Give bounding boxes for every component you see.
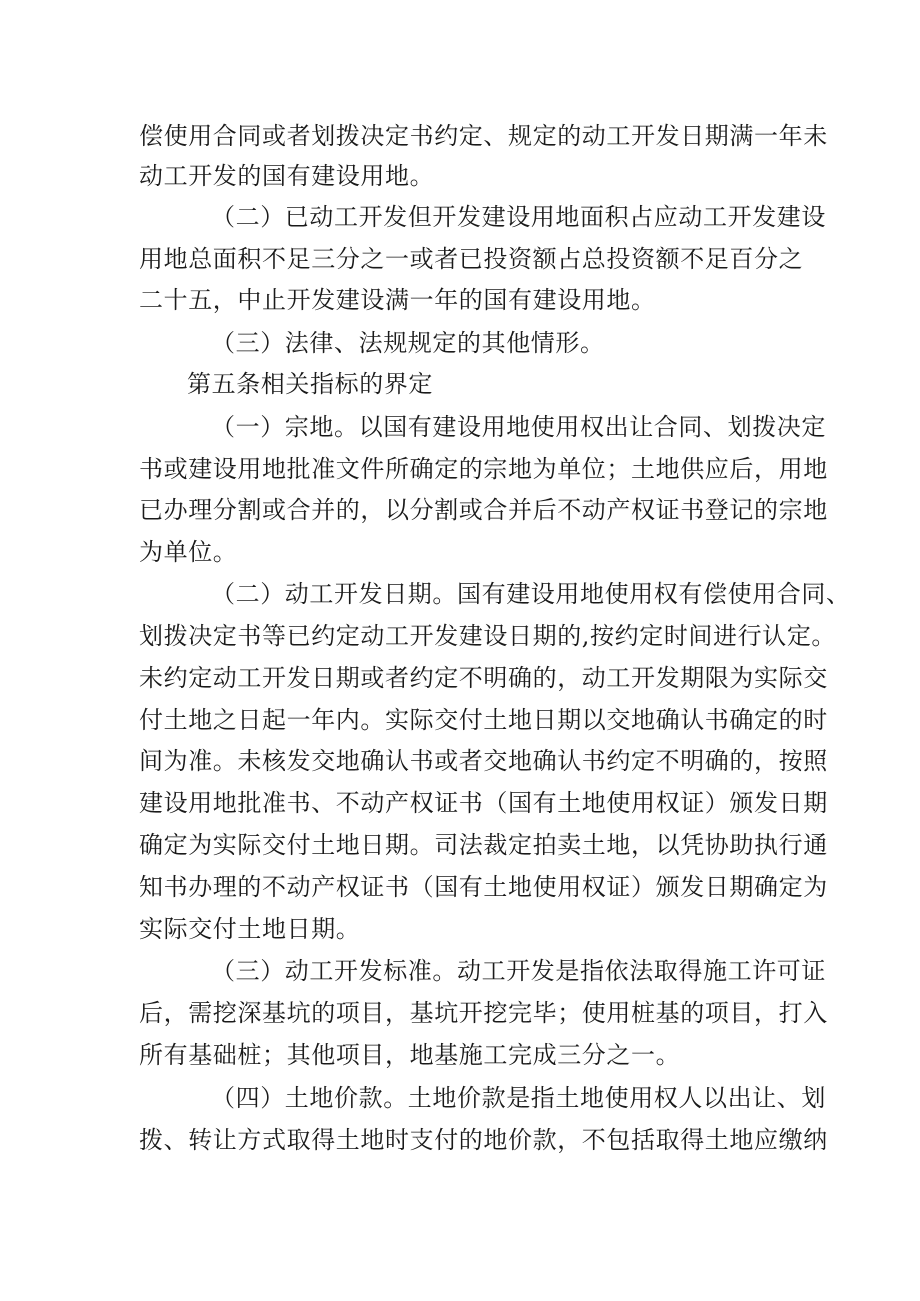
text-line: 付土地之日起一年内。实际交付土地日期以交地确认书确定的时 [139,706,828,734]
text-line: 动工开发的国有建设用地。 [139,162,435,190]
text-line: 实际交付土地日期。 [139,915,361,943]
text-line: （三）动工开发标准。动工开发是指依法取得施工许可证 [211,957,826,985]
text-line: （二）已动工开发但开发建设用地面积占应动工开发建设 [211,203,826,231]
text-line: （四）土地价款。土地价款是指土地使用权人以出让、划 [211,1084,826,1112]
text-line: 二十五，中止开发建设满一年的国有建设用地。 [139,286,656,314]
text-line: 已办理分割或合并的，以分割或合并后不动产权证书登记的宗地 [139,496,828,524]
text-line: 所有基础桩；其他项目，地基施工完成三分之一。 [139,1041,681,1069]
text-line: 建设用地批准书、不动产权证书（国有土地使用权证）颁发日期 [139,789,828,817]
text-line: 后，需挖深基坑的项目，基坑开挖完毕；使用桩基的项目，打入 [139,999,828,1027]
text-line: 偿使用合同或者划拨决定书约定、规定的动工开发日期满一年未 [139,122,828,150]
text-line: 确定为实际交付土地日期。司法裁定拍卖土地，以凭协助执行通 [139,831,828,859]
text-line: 划拨决定书等已约定动工开发建设日期的,按约定时间进行认定。 [139,622,837,650]
text-line: （三）法律、法规规定的其他情形。 [211,329,605,357]
section-heading: 第五条相关指标的界定 [187,370,433,398]
text-line: 拨、转让方式取得土地时支付的地价款，不包括取得土地应缴纳 [139,1126,828,1154]
text-line: 用地总面积不足三分之一或者已投资额占总投资额不足百分之 [139,245,804,273]
text-line: 未约定动工开发日期或者约定不明确的，动工开发期限为实际交 [139,664,828,692]
text-line: 为单位。 [139,538,238,566]
text-line: （一）宗地。以国有建设用地使用权出让合同、划拨决定 [211,413,826,441]
text-line: （二）动工开发日期。国有建设用地使用权有偿使用合同、 [211,580,851,608]
text-line: 书或建设用地批准文件所确定的宗地为单位；土地供应后，用地 [139,455,828,483]
text-line: 知书办理的不动产权证书（国有土地使用权证）颁发日期确定为 [139,873,828,901]
text-line: 间为准。未核发交地确认书或者交地确认书约定不明确的，按照 [139,747,828,775]
